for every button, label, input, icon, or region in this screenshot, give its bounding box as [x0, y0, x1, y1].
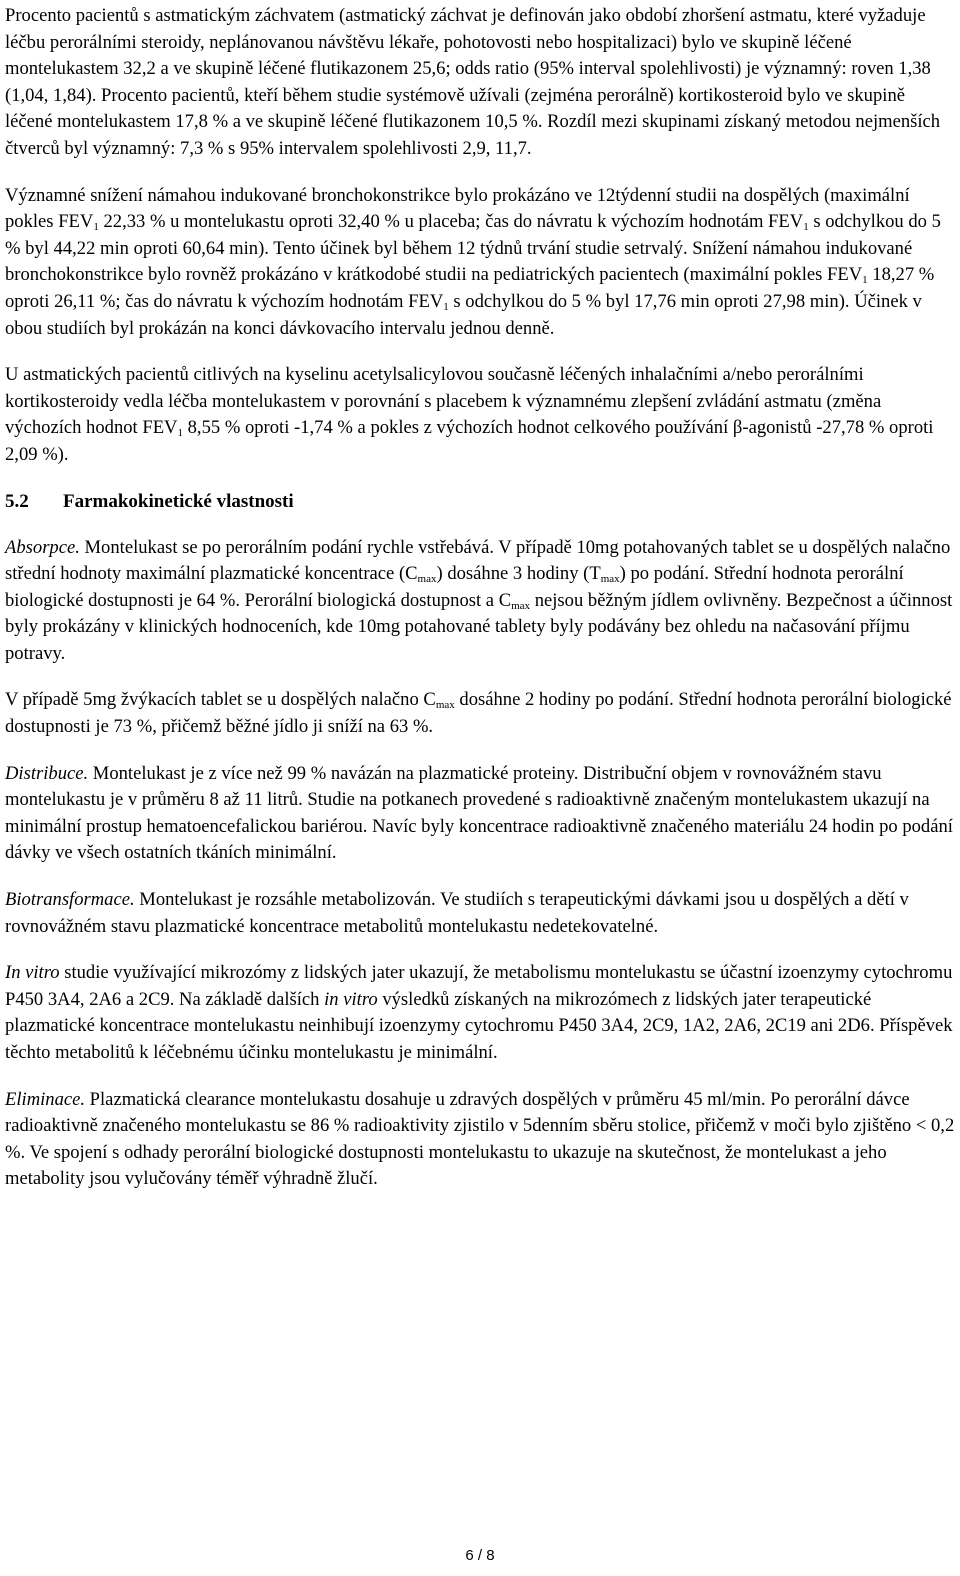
- text-run: výsledků získaných na mikrozómech z lidských jater terapeutické plazmatické koncentrace montelukastu neinhibují izoenzymy cytochromu P450 3A4, 2C9, 1A2, 2A6, 2C19 ani 2D6. Příspěvek těchto metabolitů k léčebnému účinku montelukastu je minimální.: [5, 988, 953, 1063]
- text-run: Montelukast je z více než 99 % navázán na plazmatické proteiny. Distribuční objem v rovnovážném stavu montelukastu je v průměru 8 až 11 litrů. Studie na potkanech provedené s radioaktivně značeným montelukastem ukazují na minimální prostup hematoencefalickou bariérou. Navíc byly koncentrace radioaktivně značeného materiálu 24 hodin po podání dávky ve všech ostatních tkáních minimální.: [5, 762, 953, 864]
- subscript: max: [435, 699, 455, 712]
- subscript: max: [511, 599, 531, 612]
- text-run: s odchylkou do 5 % byl 17,76 min oproti 27,98 min). Účinek v obou studiích byl prokázán na konci dávkovacího intervalu jednou denně.: [5, 290, 922, 339]
- section-title: Farmakokinetické vlastnosti: [63, 490, 294, 512]
- text-run: dosáhne 2 hodiny po podání. Střední hodnota perorální biologické dostupnosti je 73 %, přičemž běžné jídlo ji sníží na 63 %.: [5, 689, 952, 738]
- text-run: nejsou běžným jídlem ovlivněny. Bezpečnost a účinnost byly prokázány v klinických hodnoceních, kde 10mg potahované tablety byly podávány bez ohledu na načasování příjmu potravy.: [5, 589, 953, 664]
- subscript: 1: [93, 221, 99, 234]
- text-run: studie využívající mikrozómy z lidských jater ukazují, že metabolismu montelukastu se účastní izoenzymy cytochromu P450 3A4, 2A6 a 2C9. Na základě dalších: [5, 962, 953, 1010]
- page-number: 6 / 8: [465, 1547, 495, 1564]
- text-run: Plazmatická clearance montelukastu dosahuje u zdravých dospělých v průměru 45 ml/min. Po perorální dávce radioaktivně značeného montelukastu se 86 % radioaktivity zjistilo v 5denním sběru stolice, přičemž v moči bylo zjištěno < 0,2 %. Ve spojení s odhady perorální biologické dostupnosti montelukastu to ukazuje na skutečnost, že montelukast a jeho metabolity jsou vylučovány téměř výhradně žlučí.: [5, 1088, 955, 1190]
- subscript: max: [417, 573, 437, 586]
- text-run: 22,33 % u montelukastu oproti 32,40 % u placeba; čas do návratu k výchozím hodnotám FEV: [98, 211, 804, 233]
- paragraph-chewable: [5, 687, 955, 740]
- text-run: U astmatických pacientů citlivých na kyselinu acetylsalicylovou současně léčených inhalačními a/nebo perorálními kortikosteroidy vedla léčba montelukastem v porovnání s placebem k významnému zlepšení zvládání astmatu (změna výchozích hodnot FEV: [5, 364, 882, 439]
- subsection-label: Absorpce.: [5, 536, 80, 558]
- subsection-label: In vitro: [5, 962, 60, 984]
- subsection-label: Distribuce.: [5, 762, 89, 784]
- text-run: ) po podání. Střední hodnota perorální biologické dostupnosti je 64 %. Perorální biologická dostupnost a C: [5, 563, 904, 611]
- paragraph-eliminace: [5, 1087, 955, 1193]
- subscript: 1: [177, 427, 183, 440]
- section-heading: [5, 489, 955, 515]
- text-run: Montelukast je rozsáhle metabolizován. Ve studiích s terapeutickými dávkami jsou u dospělých a dětí v rovnovážném stavu plazmatické koncentrace metabolitů montelukastu nedetekovatelné.: [5, 889, 909, 937]
- section-number: 5.2: [5, 490, 29, 512]
- paragraph-distribuce: [5, 761, 955, 867]
- paragraph-aspirin-sensitive: [5, 362, 955, 468]
- paragraph-in-vitro: [5, 960, 955, 1066]
- paragraph-absorpce: [5, 535, 955, 668]
- text-run: V případě 5mg žvýkacích tablet se u dospělých nalačno C: [5, 689, 436, 711]
- text-run: 8,55 % oproti -1,74 % a pokles z výchozích hodnot celkového používání β-agonistů -27,78 % oproti 2,09 %).: [5, 417, 934, 465]
- subscript: 1: [862, 274, 868, 287]
- text-run: s odchylkou do 5 % byl 44,22 min oproti 60,64 min). Tento účinek byl během 12 týdnů trvání studie setrvalý. Snížení námahou indukované bronchokonstrikce bylo rovněž prokázáno v krátkodobé studii na pediatrických pacientech (maximální pokles FEV: [5, 211, 941, 286]
- text-run: ) dosáhne 3 hodiny (T: [436, 563, 601, 585]
- paragraph-asthma-attacks: Procento pacientů s astmatickým záchvatem (astmatický záchvat je definován jako období zhoršení astmatu, které vyžaduje léčbu perorálními steroidy, neplánovanou návštěvu lékaře, pohotovosti nebo hospitalizaci) bylo ve skupině léčené montelukastem 32,2 a ve skupině léčené flutikazonem 25,6; odds ratio (95% interval spolehlivosti) je významný: roven 1,38 (1,04, 1,84). Procento pacientů, kteří během studie systémově užívali (zejména perorálně) kortikosteroid bylo ve skupině léčené montelukastem 17,8 % a ve skupině léčené flutikazonem 10,5 %. Rozdíl mezi skupinami získaný metodou nejmenších čtverců byl významný: 7,3 % s 95% intervalem spolehlivosti 2,9, 11,7.: [5, 5, 941, 159]
- subscript: 1: [443, 300, 449, 313]
- subscript: 1: [803, 221, 809, 234]
- subsection-label: Biotransformace.: [5, 889, 135, 911]
- subsection-label: Eliminace.: [5, 1088, 86, 1110]
- italic-term: in vitro: [324, 988, 378, 1010]
- paragraph-exercise-bronchoconstriction: [5, 183, 955, 343]
- text-run: Montelukast se po perorálním podání rychle vstřebává. V případě 10mg potahovaných tablet se u dospělých nalačno střední hodnoty maximální plazmatické koncentrace (C: [5, 536, 951, 585]
- text-run: Významné snížení námahou indukované bronchokonstrikce bylo prokázáno ve 12týdenní studii na dospělých (maximální pokles FEV: [5, 184, 910, 233]
- paragraph-biotransformace: [5, 887, 955, 940]
- document-page: [5, 3, 955, 1213]
- text-run: 18,27 % oproti 26,11 %; čas do návratu k výchozím hodnotám FEV: [5, 264, 935, 312]
- subscript: max: [600, 573, 620, 586]
